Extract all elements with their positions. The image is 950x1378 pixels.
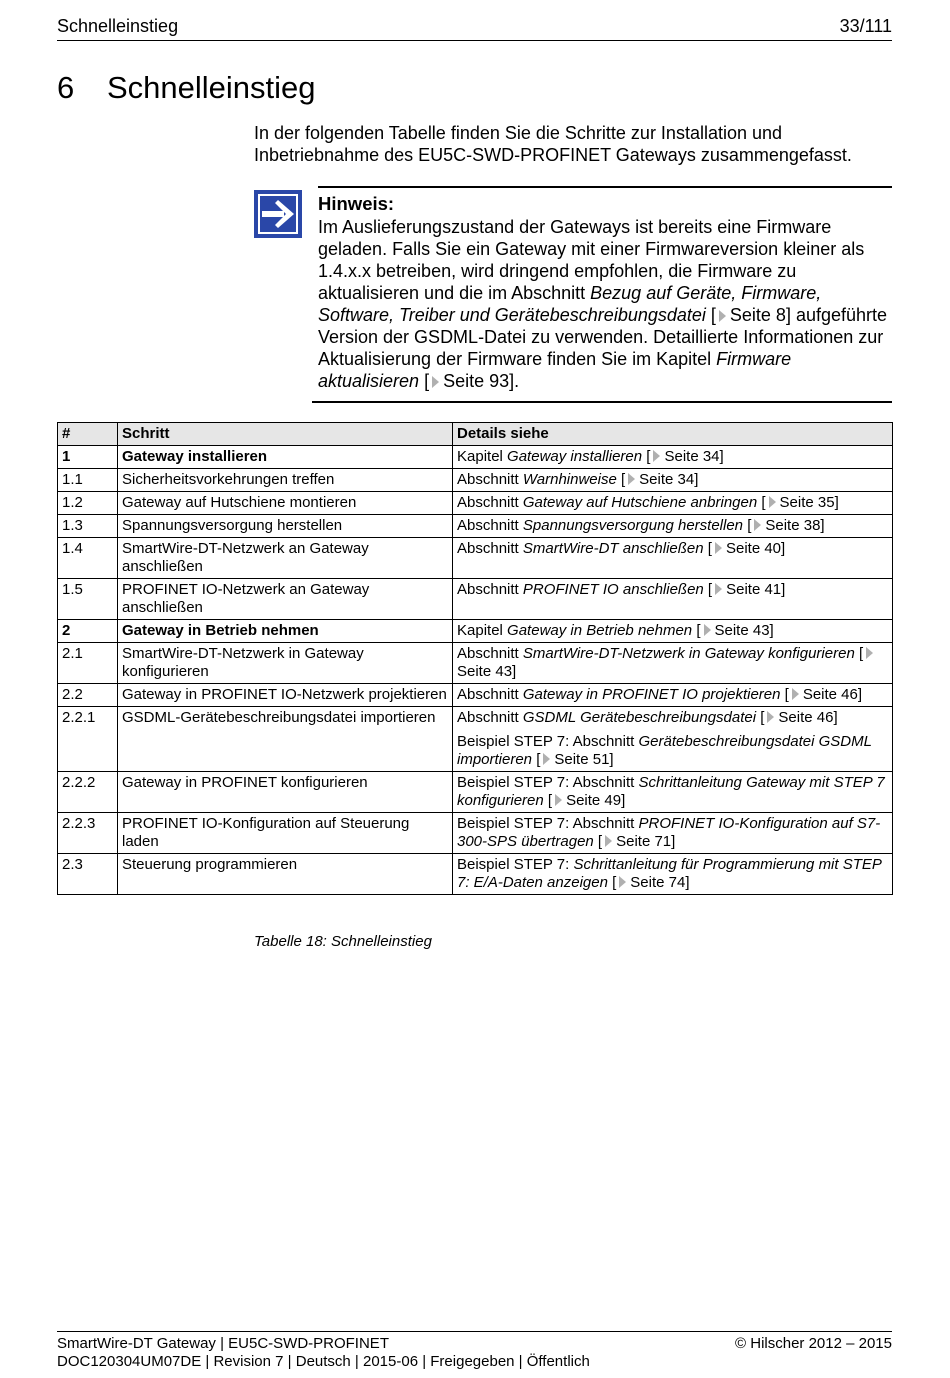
page-reference[interactable]: Seite 49] [566, 792, 626, 809]
details-link[interactable]: PROFINET IO-Konfiguration auf S7-300-SPS übertragen [457, 815, 881, 850]
table-row [58, 492, 893, 515]
details-link[interactable]: Warnhinweise [522, 471, 617, 488]
note-text-2: aufgeführte Version der GSDML-Datei zu verwenden. Detaillierte Informationen zur Aktualisierung der Firmware finden Sie im Kapitel [318, 305, 888, 369]
details-link[interactable]: Gateway installieren [507, 448, 643, 465]
step-number: 2.1 [58, 643, 118, 684]
step-number: 2.2.1 [58, 707, 118, 772]
reference-arrow-icon [543, 753, 550, 765]
page-reference[interactable]: Seite 46] [778, 709, 838, 726]
table-row [58, 538, 893, 579]
table-row [58, 620, 893, 643]
step-number: 2.2.3 [58, 813, 118, 854]
table-row [58, 772, 893, 813]
details-link[interactable]: Gateway in Betrieb nehmen [507, 622, 693, 639]
step-number: 2.2 [58, 684, 118, 707]
step-name: Gateway in PROFINET konfigurieren [118, 772, 453, 813]
page-footer [57, 1331, 892, 1371]
details-link[interactable]: SmartWire-DT anschließen [522, 540, 704, 557]
table-row [58, 515, 893, 538]
page-reference[interactable]: Seite 46] [802, 686, 863, 703]
reference-arrow-icon [754, 519, 761, 531]
page-reference[interactable]: Seite 74] [630, 874, 690, 891]
details-prefix: Beispiel STEP 7: Abschnitt [457, 774, 639, 791]
arrow-right-icon [254, 190, 302, 238]
details-prefix: Kapitel [457, 448, 508, 465]
reference-arrow-icon [866, 647, 873, 659]
step-name: GSDML-Gerätebeschreibungsdatei importieren [118, 707, 453, 772]
step-name: PROFINET IO-Konfiguration auf Steuerung laden [118, 813, 453, 854]
step-name: Gateway in Betrieb nehmen [118, 620, 453, 643]
step-number: 2 [58, 620, 118, 643]
details-link[interactable]: Schrittanleitung für Programmierung mit STEP 7: E/A-Daten anzeigen [457, 856, 882, 891]
step-name: SmartWire-DT-Netzwerk an Gateway anschließen [118, 538, 453, 579]
step-number: 1.2 [58, 492, 118, 515]
details-link[interactable]: GSDML Gerätebeschreibungsdatei [522, 709, 757, 726]
note-text-1: Im Auslieferungszustand der Gateways ist bereits eine Firmware geladen. Falls Sie ein Gateway mit einer Firmwareversion kleiner als 1.4.x.x betreiben, wird dringend empfohlen, die Firmware zu aktualisieren und die im Abschnitt [318, 217, 865, 303]
note-ref-2[interactable]: Seite 93]. [443, 371, 520, 391]
details-prefix: Abschnitt [457, 581, 523, 598]
note-box [318, 193, 892, 392]
header-details: Details siehe [453, 423, 893, 446]
chapter-heading [57, 70, 316, 106]
reference-arrow-icon [619, 876, 626, 888]
table-row [58, 579, 893, 620]
details-prefix: Abschnitt [457, 709, 523, 726]
reference-arrow-icon [432, 376, 439, 388]
page-reference[interactable]: Seite 34] [664, 448, 724, 465]
reference-arrow-icon [653, 450, 660, 462]
reference-arrow-icon [715, 583, 722, 595]
page-reference[interactable]: Seite 71] [616, 833, 676, 850]
step-details: Kapitel Gateway installieren [ Seite 34] [453, 446, 893, 469]
details-prefix: Abschnitt [457, 494, 523, 511]
page-reference[interactable]: Seite 41] [726, 581, 786, 598]
page-reference[interactable]: Seite 43] [714, 622, 774, 639]
note-title: Hinweis: [318, 193, 395, 214]
details-link[interactable]: Gateway auf Hutschiene anbringen [522, 494, 758, 511]
step-details: Beispiel STEP 7: Schrittanleitung für Programmierung mit STEP 7: E/A-Daten anzeigen [ Seite 74] [453, 854, 893, 895]
table-row [58, 707, 893, 772]
page-reference[interactable]: Seite 34] [639, 471, 699, 488]
table-row [58, 446, 893, 469]
details-link[interactable]: Gerätebeschreibungsdatei GSDML importieren [457, 733, 872, 768]
header-title: Schnelleinstieg [57, 16, 179, 36]
reference-arrow-icon [767, 711, 774, 723]
reference-arrow-icon [628, 473, 635, 485]
chapter-number: 6 [57, 70, 75, 105]
step-details: Abschnitt Gateway auf Hutschiene anbringen [ Seite 35] [453, 492, 893, 515]
details-link[interactable]: Spannungsversorgung herstellen [522, 517, 744, 534]
table-header-row [58, 423, 893, 446]
details-link[interactable]: Gateway in PROFINET IO projektieren [522, 686, 781, 703]
table-row [58, 813, 893, 854]
step-number: 1.4 [58, 538, 118, 579]
step-details: Abschnitt Gateway in PROFINET IO projektieren [ Seite 46] [453, 684, 893, 707]
step-details: Abschnitt Warnhinweise [ Seite 34] [453, 469, 893, 492]
note-link-1[interactable]: Bezug auf Geräte, Firmware, Software, Treiber und Gerätebeschreibungsdatei [318, 283, 822, 325]
step-name: SmartWire-DT-Netzwerk in Gateway konfigurieren [118, 643, 453, 684]
step-name: Steuerung programmieren [118, 854, 453, 895]
note-bottom-rule [312, 401, 892, 403]
step-number: 1.3 [58, 515, 118, 538]
step-name: PROFINET IO-Netzwerk an Gateway anschließen [118, 579, 453, 620]
chapter-title: Schnelleinstieg [107, 70, 316, 105]
details-prefix: Abschnitt [457, 645, 523, 662]
table-row [58, 854, 893, 895]
step-details: Abschnitt Spannungsversorgung herstellen [ Seite 38] [453, 515, 893, 538]
step-details: Abschnitt PROFINET IO anschließen [ Seite 41] [453, 579, 893, 620]
note-text: Im Auslieferungszustand der Gateways ist bereits eine Firmware geladen. Falls Sie ein Gateway mit einer Firmwareversion kleiner als 1.4.x.x betreiben, wird dringend empfohlen, die Firmware zu aktualisieren und die im Abschnitt Bezug auf Geräte, Firmware, Software, Treiber und Gerätebeschreibungsdatei [ Seite 8] aufgeführte Version der GSDML-Datei zu verwenden. Detaillierte Informationen zur Aktualisierung der Firmware finden Sie im Kapitel Firmware aktualisieren [ Seite 93]. [318, 217, 888, 391]
details-prefix: Abschnitt [457, 471, 523, 488]
footer-copyright: © Hilscher 2012 – 2015 [735, 1335, 892, 1352]
step-name: Spannungsversorgung herstellen [118, 515, 453, 538]
step-number: 1.5 [58, 579, 118, 620]
step-name: Sicherheitsvorkehrungen treffen [118, 469, 453, 492]
step-details: Beispiel STEP 7: Abschnitt Schrittanleitung Gateway mit STEP 7 konfigurieren [ Seite 49] [453, 772, 893, 813]
page-reference[interactable]: Seite 43] [457, 663, 517, 680]
steps-table [57, 422, 893, 895]
step-number: 1 [58, 446, 118, 469]
step-details: Beispiel STEP 7: Abschnitt PROFINET IO-Konfiguration auf S7-300-SPS übertragen [ Seite 71] [453, 813, 893, 854]
footer-line-2: DOC120304UM07DE | Revision 7 | Deutsch | 2015-06 | Freigegeben | Öffentlich [57, 1353, 590, 1370]
details-prefix: Beispiel STEP 7: Abschnitt [457, 815, 639, 832]
page-header [57, 14, 892, 41]
step-details: Abschnitt SmartWire-DT-Netzwerk in Gateway konfigurieren [Seite 43] [453, 643, 893, 684]
step-name: Gateway installieren [118, 446, 453, 469]
header-number: # [58, 423, 118, 446]
details-prefix: Beispiel STEP 7: [457, 856, 574, 873]
table-row [58, 643, 893, 684]
details-link[interactable]: PROFINET IO anschließen [522, 581, 704, 598]
step-name: Gateway auf Hutschiene montieren [118, 492, 453, 515]
reference-arrow-icon [555, 794, 562, 806]
page-number: 33/111 [839, 16, 892, 36]
note-ref-1[interactable]: Seite 8] [729, 305, 791, 325]
table-caption: Tabelle 18: Schnelleinstieg [254, 933, 432, 950]
reference-arrow-icon [605, 835, 612, 847]
note-top-rule [318, 186, 892, 188]
step-details: Kapitel Gateway in Betrieb nehmen [ Seite 43] [453, 620, 893, 643]
details-link[interactable]: SmartWire-DT-Netzwerk in Gateway konfigurieren [522, 645, 855, 662]
page-reference[interactable]: Seite 51] [554, 751, 614, 768]
intro-paragraph: In der folgenden Tabelle finden Sie die Schritte zur Installation und Inbetriebnahme des EU5C-SWD-PROFINET Gateways zusammengefasst. [254, 123, 852, 165]
step-details: Abschnitt GSDML Gerätebeschreibungsdatei [ Seite 46] Beispiel STEP 7: Abschnitt Gerätebeschreibungsdatei GSDML importieren [ Seite 51] [453, 707, 893, 772]
reference-arrow-icon [719, 310, 726, 322]
note-link-2[interactable]: Firmware aktualisieren [318, 349, 792, 391]
step-number: 2.3 [58, 854, 118, 895]
reference-arrow-icon [792, 688, 799, 700]
details-prefix: Abschnitt [457, 686, 523, 703]
details-link[interactable]: Schrittanleitung Gateway mit STEP 7 konfigurieren [457, 774, 885, 809]
header-step: Schritt [118, 423, 453, 446]
page-reference[interactable]: Seite 38] [765, 517, 825, 534]
reference-arrow-icon [715, 542, 722, 554]
step-number: 2.2.2 [58, 772, 118, 813]
details-prefix: Beispiel STEP 7: Abschnitt [457, 733, 639, 750]
reference-arrow-icon [769, 496, 776, 508]
details-prefix: Abschnitt [457, 540, 523, 557]
footer-line-1: SmartWire-DT Gateway | EU5C-SWD-PROFINET [57, 1335, 389, 1352]
step-number: 1.1 [58, 469, 118, 492]
details-prefix: Abschnitt [457, 517, 523, 534]
details-prefix: Kapitel [457, 622, 508, 639]
table-row [58, 469, 893, 492]
page-reference[interactable]: Seite 35] [779, 494, 839, 511]
step-details: Abschnitt SmartWire-DT anschließen [ Seite 40] [453, 538, 893, 579]
page-reference[interactable]: Seite 40] [725, 540, 786, 557]
step-name: Gateway in PROFINET IO-Netzwerk projektieren [118, 684, 453, 707]
reference-arrow-icon [704, 624, 711, 636]
table-row [58, 684, 893, 707]
